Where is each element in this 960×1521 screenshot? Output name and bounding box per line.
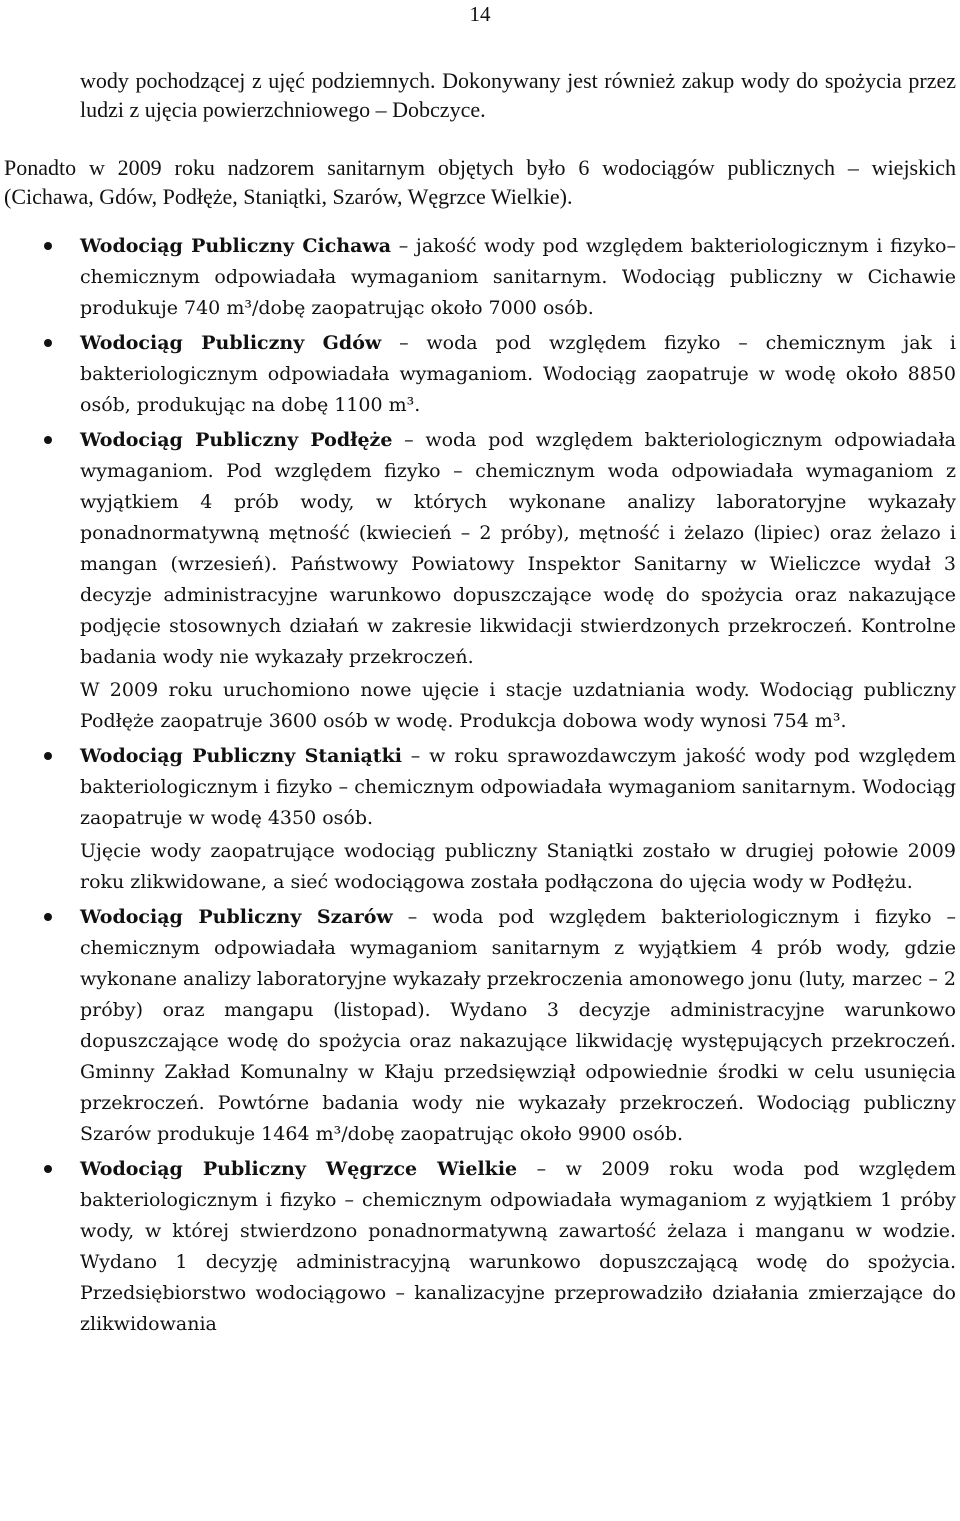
bullet-icon — [44, 1165, 52, 1173]
item-text: – w roku sprawozdawczym jakość wody pod względem bakteriologicznym i fizyko – chemicznym odpowiadała wymaganiom sanitarnym. Wodociąg zaopatruje w wodę 4350 osób. — [80, 745, 956, 829]
item-extra-paragraph: Ujęcie wody zaopatrujące wodociąg publiczny Staniątki zostało w drugiej połowie 2009 roku zlikwidowane, a sieć wodociągowa została podłączona do ujęcia wody w Podłężu. — [80, 840, 956, 893]
intro-paragraph-2: Ponadto w 2009 roku nadzorem sanitarnym objętych było 6 wodociągów publicznych – wiejskich (Cichawa, Gdów, Podłęże, Staniątki, Szarów, Węgrzce Wielkie). — [4, 155, 956, 209]
list-item-szarow — [80, 902, 956, 1150]
item-text: – w 2009 roku woda pod względem bakteriologicznym i fizyko – chemicznym odpowiadała wymaganiom z wyjątkiem 1 próby wody, w której stwierdzono ponadnormatywną zawartość żelaza i manganu w wodzie. Wydano 1 decyzję administracyjną warunkowo dopuszczającą wodę do spożycia. Przedsiębiorstwo wodociągowo – kanalizacyjne przeprowadziło działania zmierzające do zlikwidowania — [80, 1158, 956, 1335]
page-number: 14 — [469, 2, 491, 26]
bullet-icon — [44, 242, 52, 250]
item-text: – woda pod względem bakteriologicznym odpowiadała wymaganiom. Pod względem fizyko – chemicznym woda odpowiadała wymaganiom z wyjątkiem 4 prób wody, w których wykonane analizy laboratoryjne wykazały ponadnormatywną mętność (kwiecień – 2 próby), mętność i żelazo (lipiec) oraz żelazo i mangan (wrzesień). Państwowy Powiatowy Inspektor Sanitarny w Wieliczce wydał 3 decyzje administracyjne warunkowo dopuszczające wodę do spożycia oraz nakazujące podjęcie stosownych działań w zakresie likwidacji stwierdzonych przekroczeń. Kontrolne badania wody nie wykazały przekroczeń. — [80, 429, 956, 668]
bullet-icon — [44, 339, 52, 347]
item-title: Wodociąg Publiczny Podłęże — [80, 429, 393, 451]
list-item-gdow — [80, 328, 956, 421]
item-text: – jakość wody pod względem bakteriologicznym i fizyko–chemicznym odpowiadała wymaganiom sanitarnym. Wodociąg publiczny w Cichawie produkuje 740 m³/dobę zaopatrując około 7000 osób. — [80, 235, 956, 319]
list-item-wegrzce-wielkie — [80, 1154, 956, 1340]
waterworks-list — [80, 231, 956, 1340]
list-item-podleze — [80, 425, 956, 737]
bullet-icon — [44, 752, 52, 760]
item-title: Wodociąg Publiczny Szarów — [80, 906, 393, 928]
item-text: – woda pod względem bakteriologicznym i fizyko – chemicznym odpowiadała wymaganiom sanitarnym z wyjątkiem 4 prób wody, gdzie wykonane analizy laboratoryjne wykazały przekroczenia amonowego jonu (luty, marzec – 2 próby) oraz mangapu (listopad). Wydano 3 decyzje administracyjne warunkowo dopuszczające wodę do spożycia oraz nakazujące likwidację występujących przekroczeń. Gminny Zakład Komunalny w Kłaju przedsięwziął odpowiednie środki w celu usunięcia przekroczeń. Powtórne badania wody nie wykazały przekroczeń. Wodociąg publiczny Szarów produkuje 1464 m³/dobę zaopatrując około 9900 osób. — [80, 906, 956, 1145]
bullet-icon — [44, 913, 52, 921]
item-title: Wodociąg Publiczny Cichawa — [80, 235, 392, 257]
item-title: Wodociąg Publiczny Gdów — [80, 332, 382, 354]
item-title: Wodociąg Publiczny Węgrzce Wielkie — [80, 1158, 518, 1180]
bullet-icon — [44, 436, 52, 444]
list-item-cichawa — [80, 231, 956, 324]
item-text: – woda pod względem fizyko – chemicznym jak i bakteriologicznym odpowiadała wymaganiom. Wodociąg zaopatruje w wodę około 8850 osób, produkując na dobę 1100 m³. — [80, 332, 956, 416]
list-item-staniatki — [80, 741, 956, 898]
item-extra-paragraph: W 2009 roku uruchomiono nowe ujęcie i stacje uzdatniania wody. Wodociąg publiczny Podłęże zaopatruje 3600 osób w wodę. Produkcja dobowa wody wynosi 754 m³. — [80, 679, 956, 732]
document-body — [4, 66, 956, 1344]
item-title: Wodociąg Publiczny Staniątki — [80, 745, 402, 767]
intro-paragraph-1: wody pochodzącej z ujęć podziemnych. Dokonywany jest również zakup wody do spożycia przez ludzi z ujęcia powierzchniowego – Dobczyce. — [80, 68, 956, 122]
